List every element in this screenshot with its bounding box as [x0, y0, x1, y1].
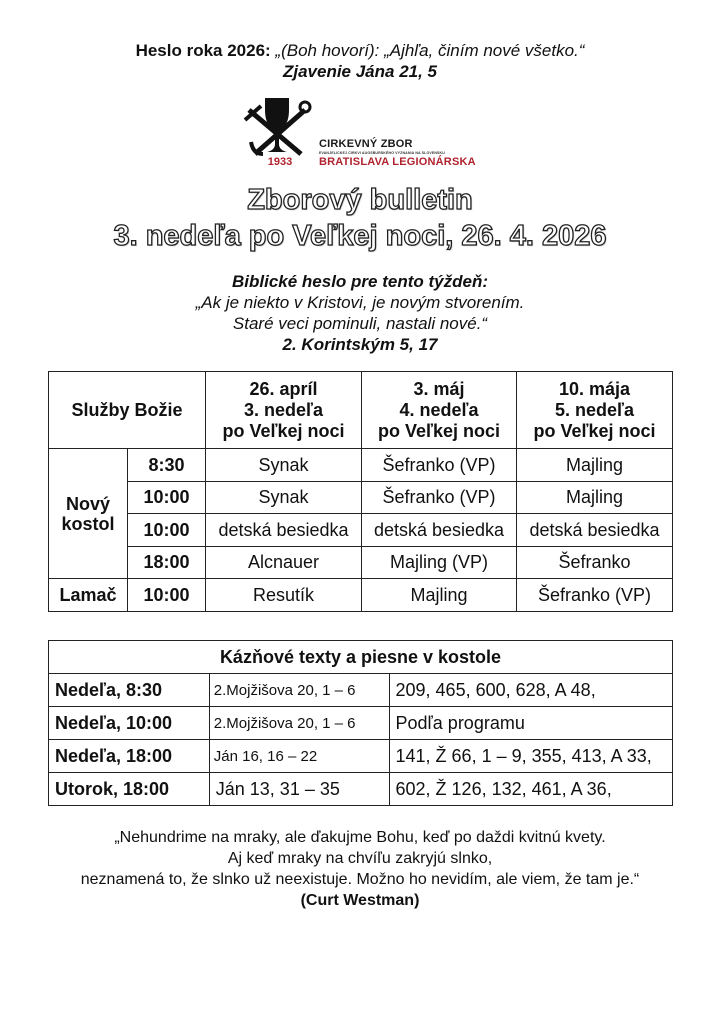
table-row — [49, 674, 673, 707]
sermon-text: 2.Mojžišova 20, 1 – 6 — [209, 707, 389, 740]
church-logo — [243, 96, 483, 174]
sermon-text: Ján 13, 31 – 35 — [209, 773, 389, 806]
column-week: 5. nedeľa — [555, 399, 634, 420]
sermon-text: 2.Mojžišova 20, 1 – 6 — [209, 674, 389, 707]
column-date: 10. mája — [558, 378, 631, 399]
table-row — [49, 481, 673, 514]
table-row — [49, 546, 673, 579]
table-row — [49, 740, 673, 773]
sermons-header-row — [49, 641, 673, 674]
verse-heading: Biblické heslo pre tento týždeň: — [232, 272, 488, 291]
verse-line-2: Staré veci pominuli, nastali nové.“ — [232, 314, 488, 333]
logo-church-name: CIRKEVNÝ ZBOR — [319, 138, 413, 150]
logo-subtitle: EVANJELICKEJ CIRKVI AUGSBURSKÉHO VYZNANIA NA SLOVENSKU — [319, 151, 445, 155]
service-time: 10:00 — [128, 579, 206, 612]
quote-author: (Curt Westman) — [300, 892, 420, 909]
services-column-header — [517, 372, 673, 449]
location-name: Nový — [65, 493, 110, 514]
column-season: po Veľkej noci — [222, 420, 345, 441]
services-header-row — [49, 372, 673, 449]
service-time: 18:00 — [128, 546, 206, 579]
services-table — [48, 371, 673, 612]
table-row — [49, 579, 673, 612]
table-row — [49, 707, 673, 740]
sermons-header: Kázňové texty a piesne v kostole — [49, 641, 673, 674]
service-cell: Majling — [517, 449, 673, 482]
service-time: 10:00 — [128, 514, 206, 547]
location-name: kostol — [61, 513, 115, 534]
column-week: 4. nedeľa — [399, 399, 479, 420]
logo-location: BRATISLAVA LEGIONÁRSKA — [319, 156, 476, 168]
bulletin-title: Zborový bulletin — [247, 184, 473, 216]
sermon-songs: 209, 465, 600, 628, A 48, — [389, 674, 672, 707]
service-cell: Šefranko — [517, 546, 673, 579]
service-cell: Šefranko (VP) — [362, 449, 517, 482]
sermon-text: Ján 16, 16 – 22 — [209, 740, 389, 773]
service-cell: Alcnauer — [206, 546, 362, 579]
service-cell: Šefranko (VP) — [362, 481, 517, 514]
services-column-header — [206, 372, 362, 449]
sermon-day: Nedeľa, 10:00 — [49, 707, 210, 740]
column-week: 3. nedeľa — [244, 399, 323, 420]
sermon-songs: 141, Ž 66, 1 – 9, 355, 413, A 33, — [389, 740, 672, 773]
quote-line-3: neznamená to, že slnko už neexistuje. Možno ho nevidím, ale viem, že tam je.“ — [80, 871, 640, 888]
services-column-header — [362, 372, 517, 449]
services-header: Služby Božie — [49, 372, 206, 449]
logo-year: 1933 — [267, 156, 293, 168]
verse-line-1: „Ak je niekto v Kristovi, je novým stvorením. — [195, 293, 525, 312]
service-cell: Majling — [362, 579, 517, 612]
quote-line-2: Aj keď mraky na chvíľu zakryjú slnko, — [227, 850, 493, 867]
quote-line-1: „Nehundrime na mraky, ale ďakujme Bohu, keď po daždi kvitnú kvety. — [114, 829, 606, 846]
service-cell: detská besiedka — [362, 514, 517, 547]
sermon-day: Nedeľa, 8:30 — [49, 674, 210, 707]
chalice-cross-anchor-icon — [243, 96, 315, 158]
column-date: 3. máj — [413, 378, 465, 399]
logo-text — [319, 138, 476, 168]
sermon-day: Nedeľa, 18:00 — [49, 740, 210, 773]
column-season: po Veľkej noci — [533, 420, 656, 441]
service-cell: Šefranko (VP) — [517, 579, 673, 612]
column-date: 26. apríl — [249, 378, 318, 399]
service-time: 10:00 — [128, 481, 206, 514]
service-cell: Majling (VP) — [362, 546, 517, 579]
service-cell: detská besiedka — [206, 514, 362, 547]
column-season: po Veľkej noci — [378, 420, 500, 441]
location-lamac: Lamač — [49, 579, 128, 612]
table-row — [49, 514, 673, 547]
service-cell: detská besiedka — [517, 514, 673, 547]
sermons-table — [48, 640, 673, 806]
service-time: 8:30 — [128, 449, 206, 482]
table-row — [49, 449, 673, 482]
year-motto — [0, 40, 720, 61]
sermon-day: Utorok, 18:00 — [49, 773, 210, 806]
service-cell: Majling — [517, 481, 673, 514]
year-motto-text: „(Boh hovorí): „Ajhľa, činím nové všetko.“ — [270, 41, 585, 60]
table-row — [49, 773, 673, 806]
service-cell: Resutík — [206, 579, 362, 612]
sermon-songs: 602, Ž 126, 132, 461, A 36, — [389, 773, 672, 806]
year-motto-label: Heslo roka 2026: — [135, 41, 271, 60]
service-cell: Synak — [206, 481, 362, 514]
verse-reference: 2. Korintským 5, 17 — [282, 335, 438, 354]
location-novy-kostol — [49, 449, 128, 579]
year-motto-reference: Zjavenie Jána 21, 5 — [282, 62, 438, 81]
bulletin-date-title: 3. nedeľa po Veľkej noci, 26. 4. 2026 — [113, 220, 607, 252]
service-cell: Synak — [206, 449, 362, 482]
sermon-songs: Podľa programu — [389, 707, 672, 740]
